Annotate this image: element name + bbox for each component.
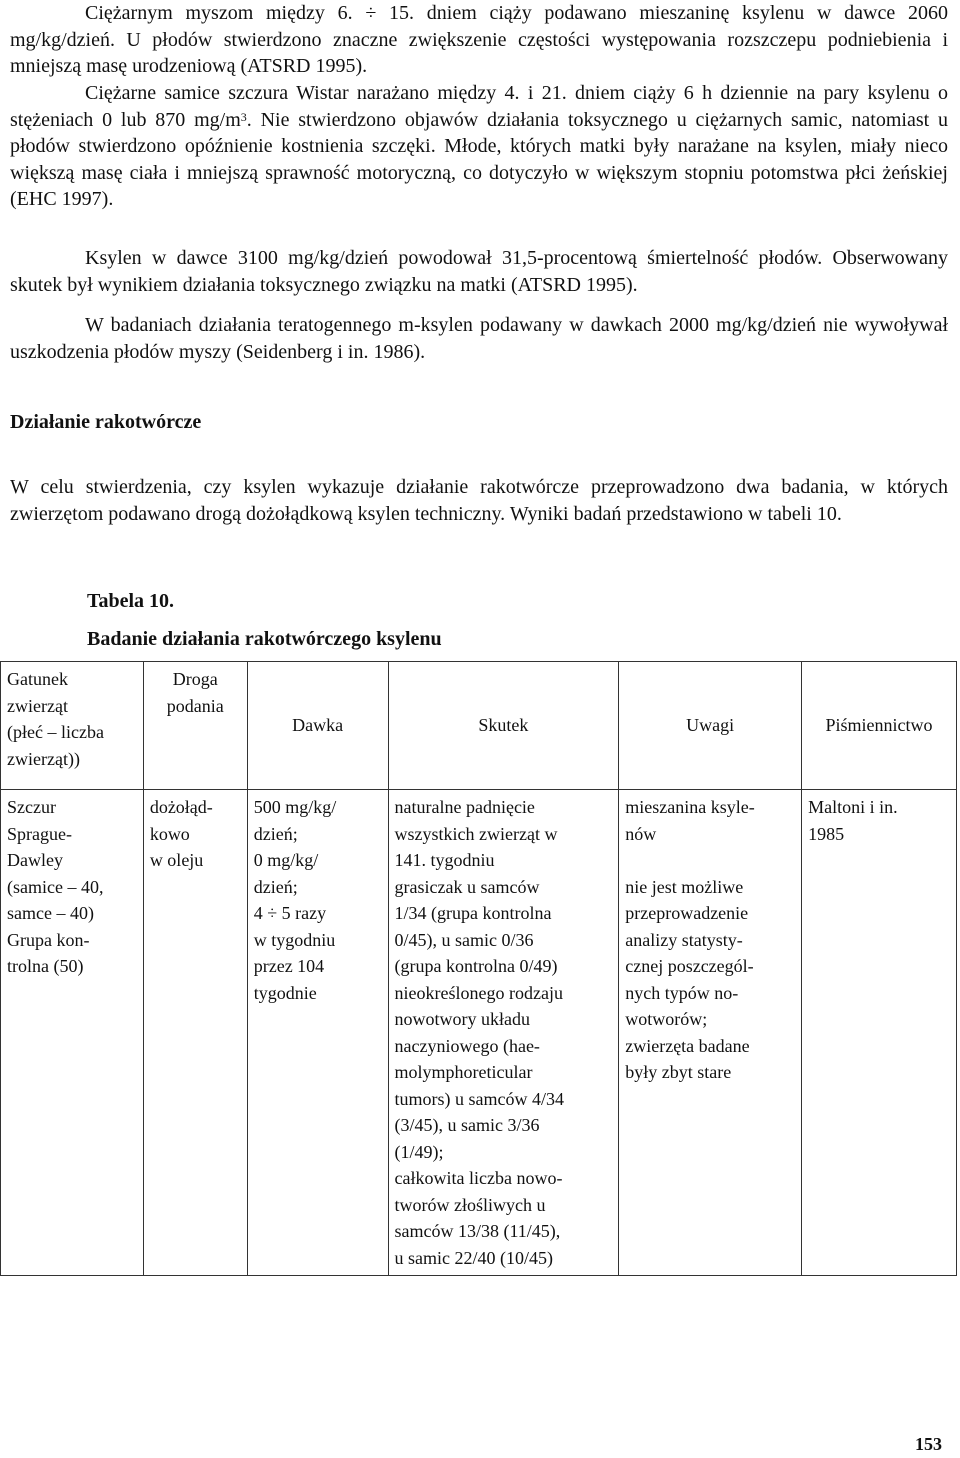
header-references: Piśmiennictwo [802,662,957,790]
paragraph-text: Ciężarne samice szczura Wistar narażano między 4. i 21. dniem ciąży 6 h dziennie na pary ksylenu o stężeniach 0 lub 870 mg/m [10,82,948,131]
header-notes: Uwagi [619,662,802,790]
paragraph-text: . Nie stwierdzono objawów działania toksycznego u ciężarnych samic, natomiast u płodów stwierdzono opóźnienie kostnienia szczęki. Młode, których matki były narażane na ksylen, miały nieco większą masę ciała i mniejszą sprawność motoryczną, co dotyczyło w większym stopniu potomstwa płci żeńskiej (EHC 1997). [10,108,948,210]
paragraph-carcinogenic-intro [10,474,948,527]
table-header-row [1,662,957,790]
paragraph-mice-study [10,0,948,80]
table-number: Tabela 10. [87,590,175,612]
table-title: Badanie działania rakotwórczego ksylenu [87,628,442,650]
header-species: Gatunek zwierząt (płeć – liczba zwierząt)) [1,662,144,790]
table-row [1,790,957,1276]
paragraph-teratogenic [10,312,948,365]
header-dose: Dawka [247,662,388,790]
paragraph-text: Ksylen w dawce 3100 mg/kg/dzień powodował 31,5-procentową śmiertelność płodów. Obserwowany skutek był wynikiem działania toksycznego związku na matki (ATSRD 1995). [10,247,948,296]
paragraph-text: Ciężarnym myszom między 6. ÷ 15. dniem ciąży podawano mieszaninę ksylenu w dawce 2060 mg/kg/dzień. U płodów stwierdzono znaczne zwiększenie częstości występowania rozszczepu podniebienia i mniejszą masę urodzeniową (ATSRD 1995). [10,2,948,77]
superscript: 3 [240,109,247,124]
header-route: Droga podania [143,662,247,790]
header-effect: Skutek [388,662,619,790]
cell-route: dożołąd- kowo w oleju [143,790,247,1276]
cell-effect: naturalne padnięcie wszystkich zwierząt w 141. tygodniu grasiczak u samców 1/34 (grupa kontrolna 0/45), u samic 0/36 (grupa kontrolna 0/49) nieokreślonego rodzaju nowotwory układu naczyniowego (hae- molymphoreticular tumors) u samców 4/34 (3/45), u samic 3/36 (1/49); całkowita liczba nowo- tworów złośliwych u samców 13/38 (11/45), u samic 22/40 (10/45) [388,790,619,1276]
page-number: 153 [915,1434,942,1454]
paragraph-fetal-mortality [10,245,948,298]
paragraph-text: W badaniach działania teratogennego m-ksylen podawany w dawkach 2000 mg/kg/dzień nie wywoływał uszkodzenia płodów myszy (Seidenberg i in. 1986). [10,314,948,363]
carcinogenicity-table [0,661,957,1276]
paragraph-text: W celu stwierdzenia, czy ksylen wykazuje działanie rakotwórcze przeprowadzono dwa badania, w których zwierzętom podawano drogą dożołądkową ksylen techniczny. Wyniki badań przedstawiono w tabeli 10. [10,476,948,525]
cell-species: Szczur Sprague- Dawley (samice – 40, samce – 40) Grupa kon- trolna (50) [1,790,144,1276]
cell-notes: mieszanina ksyle- nów nie jest możliwe przeprowadzenie analizy statysty- cznej poszczegól- nych typów no- wotworów; zwierzęta badane były zbyt stare [619,790,802,1276]
section-heading: Działanie rakotwórcze [10,411,202,433]
cell-dose: 500 mg/kg/ dzień; 0 mg/kg/ dzień; 4 ÷ 5 razy w tygodniu przez 104 tygodnie [247,790,388,1276]
paragraph-wistar-study [10,80,948,213]
cell-references: Maltoni i in. 1985 [802,790,957,1276]
